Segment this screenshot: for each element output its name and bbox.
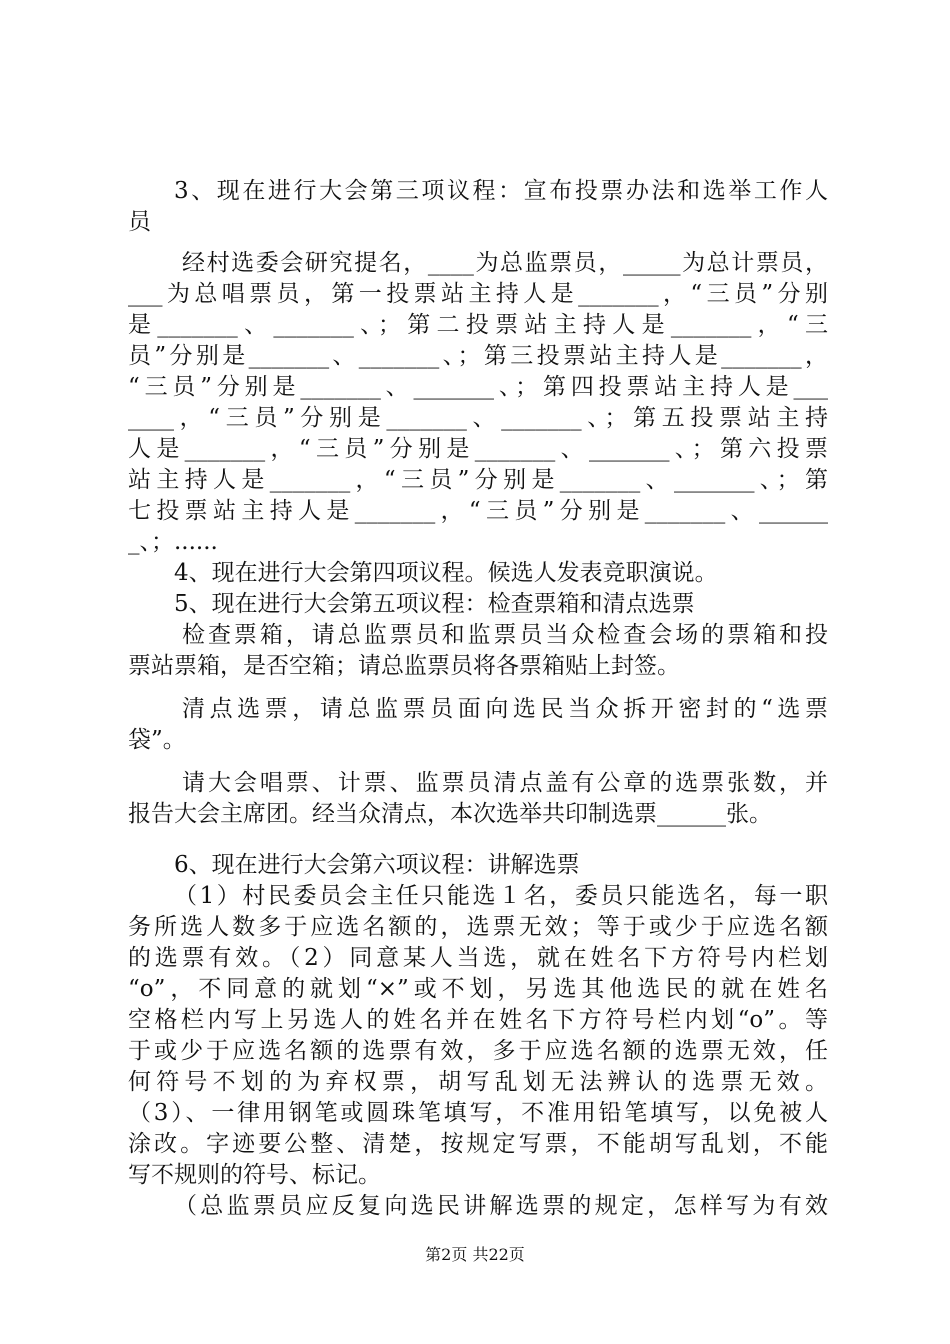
page-number-footer: 第2页 共22页 (425, 1245, 525, 1264)
section-heading: 5、现在进行大会第五项议程：检查票箱和清点选票 (174, 591, 695, 617)
paragraph-line: 3、现在进行大会第三项议程：宣布投票办法和选举工作人 (174, 178, 828, 204)
paragraph-line: _、；...... (128, 529, 218, 555)
paragraph-line: 写不规则的符号、标记。 (128, 1162, 381, 1188)
paragraph-line: 空格栏内写上另选人的姓名并在姓名下方符号栏内划“o”。等 (128, 1007, 828, 1033)
paragraph-line: （3）、一律用钢笔或圆珠笔填写，不准用铅笔填写，以免被人 (128, 1100, 828, 1126)
paragraph-line: 于或少于应选名额的选票有效，多于应选名额的选票无效，任 (128, 1038, 828, 1064)
paragraph-line: 站主持人是_______，“三员”分别是_______、_______、；第 (128, 467, 828, 493)
paragraph-line: 务所选人数多于应选名额的，选票无效；等于或少于应选名额 (128, 914, 828, 940)
section-heading: 6、现在进行大会第六项议程：讲解选票 (174, 852, 580, 878)
paragraph-line: 检查票箱，请总监票员和监票员当众检查会场的票箱和投 (182, 622, 828, 648)
paragraph-line: 涂改。字迹要公整、清楚，按规定写票，不能胡写乱划，不能 (128, 1131, 828, 1157)
paragraph-line: 请大会唱票、计票、监票员清点盖有公章的选票张数，并 (182, 770, 828, 796)
paragraph-line: 是_______、_______、；第二投票站主持人是_______，“三 (128, 312, 828, 338)
paragraph-line: （总监票员应反复向选民讲解选票的规定，怎样写为有效 (174, 1193, 828, 1219)
paragraph-line: 清点选票，请总监票员面向选民当众拆开密封的“选票 (182, 696, 828, 722)
paragraph-line: 报告大会主席团。经当众清点，本次选举共印制选票______张。 (128, 801, 772, 827)
paragraph-line: （1）村民委员会主任只能选１名，委员只能选名，每一职 (174, 883, 828, 909)
section-heading: 4、现在进行大会第四项议程。候选人发表竞职演说。 (174, 560, 718, 586)
paragraph-line: 七投票站主持人是_______，“三员”分别是_______、______ (128, 498, 828, 524)
paragraph-line: 经村选委会研究提名，____为总监票员，_____为总计票员， (182, 250, 828, 276)
paragraph-line: “o”，不同意的就划“×”或不划，另选其他选民的就在姓名 (128, 976, 828, 1002)
document-body (128, 176, 828, 1222)
paragraph-line: 人是_______，“三员”分别是_______、_______、；第六投票 (128, 436, 828, 462)
paragraph-line: 员 (128, 209, 151, 235)
paragraph-line: 票站票箱，是否空箱；请总监票员将各票箱贴上封签。 (128, 653, 680, 679)
paragraph-line: 袋”。 (128, 727, 186, 753)
paragraph-line: 员”分别是_______、_______、；第三投票站主持人是_______， (128, 343, 828, 369)
paragraph-line: 的选票有效。（2）同意某人当选，就在姓名下方符号内栏划 (128, 945, 828, 971)
paragraph-line: “三员”分别是_______、_______、；第四投票站主持人是___ (128, 374, 828, 400)
paragraph-line: 何符号不划的为弃权票，胡写乱划无法辨认的选票无效。 (128, 1069, 828, 1095)
paragraph-line: ___为总唱票员，第一投票站主持人是_______，“三员”分别 (128, 281, 828, 307)
paragraph-line: ____，“三员”分别是_______、_______、；第五投票站主持 (128, 405, 828, 431)
